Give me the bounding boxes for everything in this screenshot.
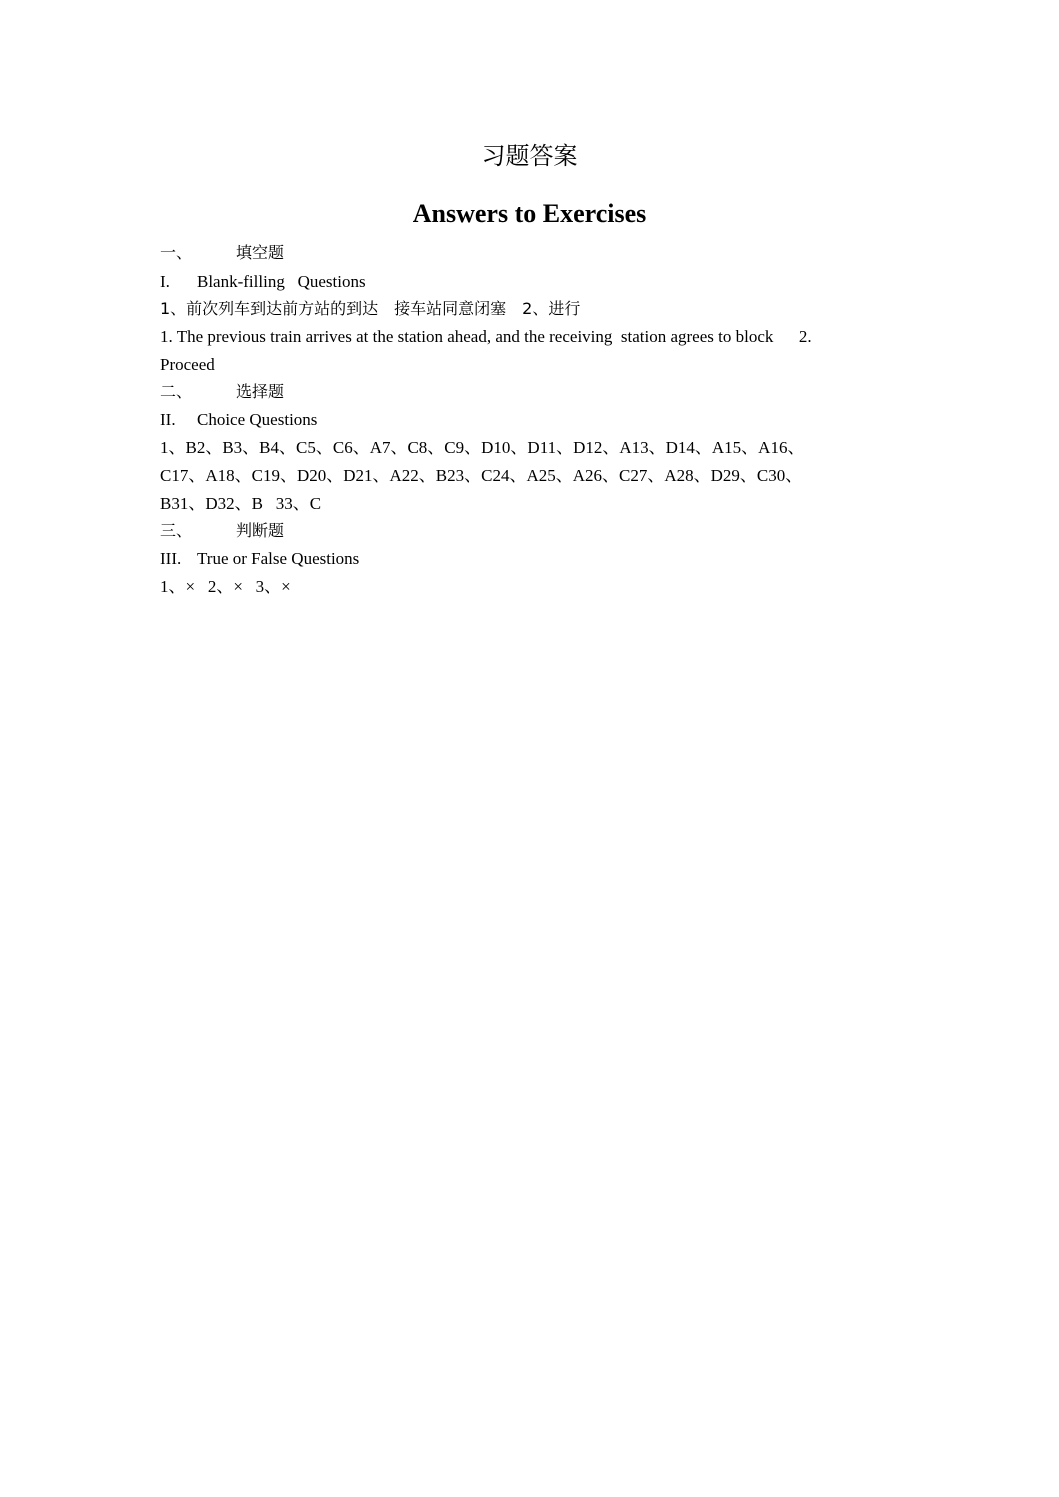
section-title: 选择题: [236, 382, 285, 401]
section-title: 判断题: [236, 521, 285, 540]
section-title: True or False Questions: [197, 549, 360, 568]
blank-answers-en-line-2: Proceed: [160, 355, 215, 374]
blank-answers-en-line-1: 1. The previous train arrives at the station ahead, and the receiving station agrees to block 2.: [160, 327, 812, 346]
section-heading-en-2: [160, 406, 900, 434]
section-number: 三、: [160, 521, 193, 540]
section-title: Choice Questions: [197, 410, 318, 429]
section-number: 二、: [160, 382, 193, 401]
section-heading-cn-2: [160, 378, 900, 406]
section-title: Blank-filling Questions: [197, 272, 366, 291]
section-number: 一、: [160, 243, 193, 262]
section-heading-en-1: [160, 268, 900, 296]
section-heading-cn-3: [160, 517, 900, 545]
section-title: 填空题: [236, 243, 285, 262]
section-number: III.: [160, 549, 182, 568]
blank-answers-cn: 1、前次列车到达前方站的到达 接车站同意闭塞 2、进行: [160, 299, 581, 318]
section-number: II.: [160, 410, 176, 429]
choice-answers-line-2: C17、A18、C19、D20、D21、A22、B23、C24、A25、A26、C27、A28、D29、C30、: [160, 466, 803, 485]
true-false-answers: 1、× 2、× 3、×: [160, 577, 291, 596]
choice-answers-line-3: B31、D32、B 33、C: [160, 494, 322, 513]
section-heading-cn-1: [160, 239, 900, 267]
section-heading-en-3: [160, 545, 900, 573]
choice-answers-line-1: 1、B2、B3、B4、C5、C6、A7、C8、C9、D10、D11、D12、A13、D14、A15、A16、: [160, 438, 805, 457]
title-english: Answers to Exercises: [412, 199, 647, 228]
section-number: I.: [160, 272, 170, 291]
title-chinese: 习题答案: [481, 142, 578, 170]
